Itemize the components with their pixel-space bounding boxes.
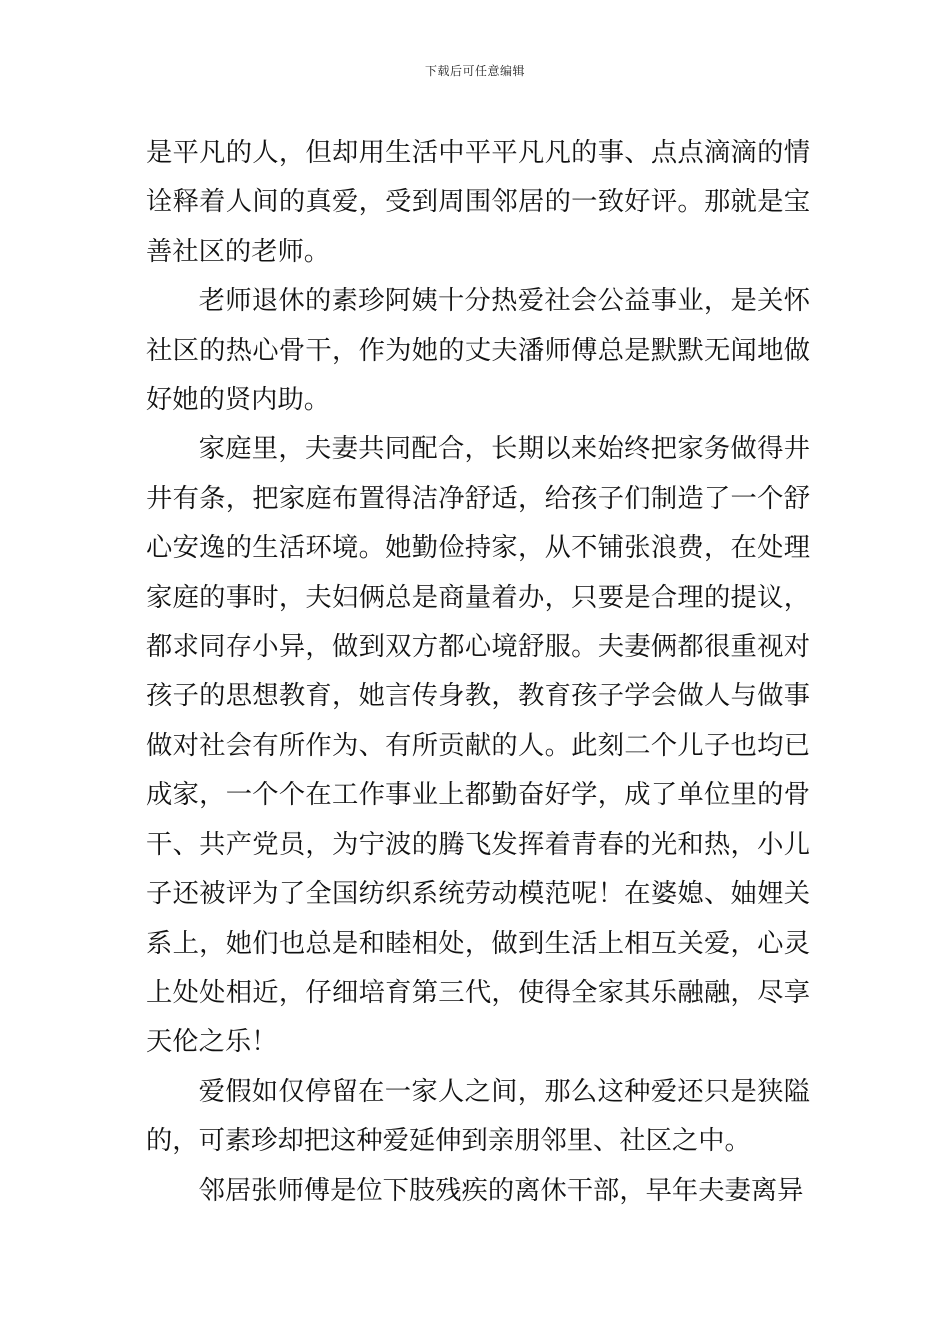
page-header: 下载后可任意编辑 (424, 64, 525, 78)
paragraph-4: 爱假如仅停留在一家人之间，那么这种爱还只是狭隘的，可素珍却把这种爱延伸到亲朋邻里、社区之中。 (146, 1076, 810, 1157)
paragraph-5: 邻居张师傅是位下肢残疾的离休干部，早年夫妻离异 (198, 1175, 804, 1206)
document-body (146, 129, 810, 1216)
paragraph-3: 家庭里，夫妻共同配合，长期以来始终把家务做得井井有条，把家庭布置得洁净舒适，给孩子们制造了一个舒心安逸的生活环境。她勤俭持家，从不铺张浪费，在处理家庭的事时，夫妇俩总是商量着办，只要是合理的提议，都求同存小异，做到双方都心境舒服。夫妻俩都很重视对孩子的思想教育，她言传身教，教育孩子学会做人与做事做对社会有所作为、有所贡献的人。此刻二个儿子也均已成家，一个个在工作事业上都勤奋好学，成了单位里的骨干、共产党员，为宁波的腾飞发挥着青春的光和热，小儿子还被评为了全国纺织系统劳动模范呢！在婆媳、妯娌关系上，她们也总是和睦相处，做到生活上相互关爱，心灵上处处相近，仔细培育第三代，使得全家其乐融融，尽享天伦之乐！ (146, 434, 810, 1058)
paragraph-1: 是平凡的人，但却用生活中平平凡凡的事、点点滴滴的情诠释着人间的真爱，受到周围邻居的一致好评。那就是宝善社区的老师。 (146, 138, 810, 267)
paragraph-2: 老师退休的素珍阿姨十分热爱社会公益事业，是关怀社区的热心骨干，作为她的丈夫潘师傅总是默默无闻地做好她的贤内助。 (146, 286, 810, 416)
